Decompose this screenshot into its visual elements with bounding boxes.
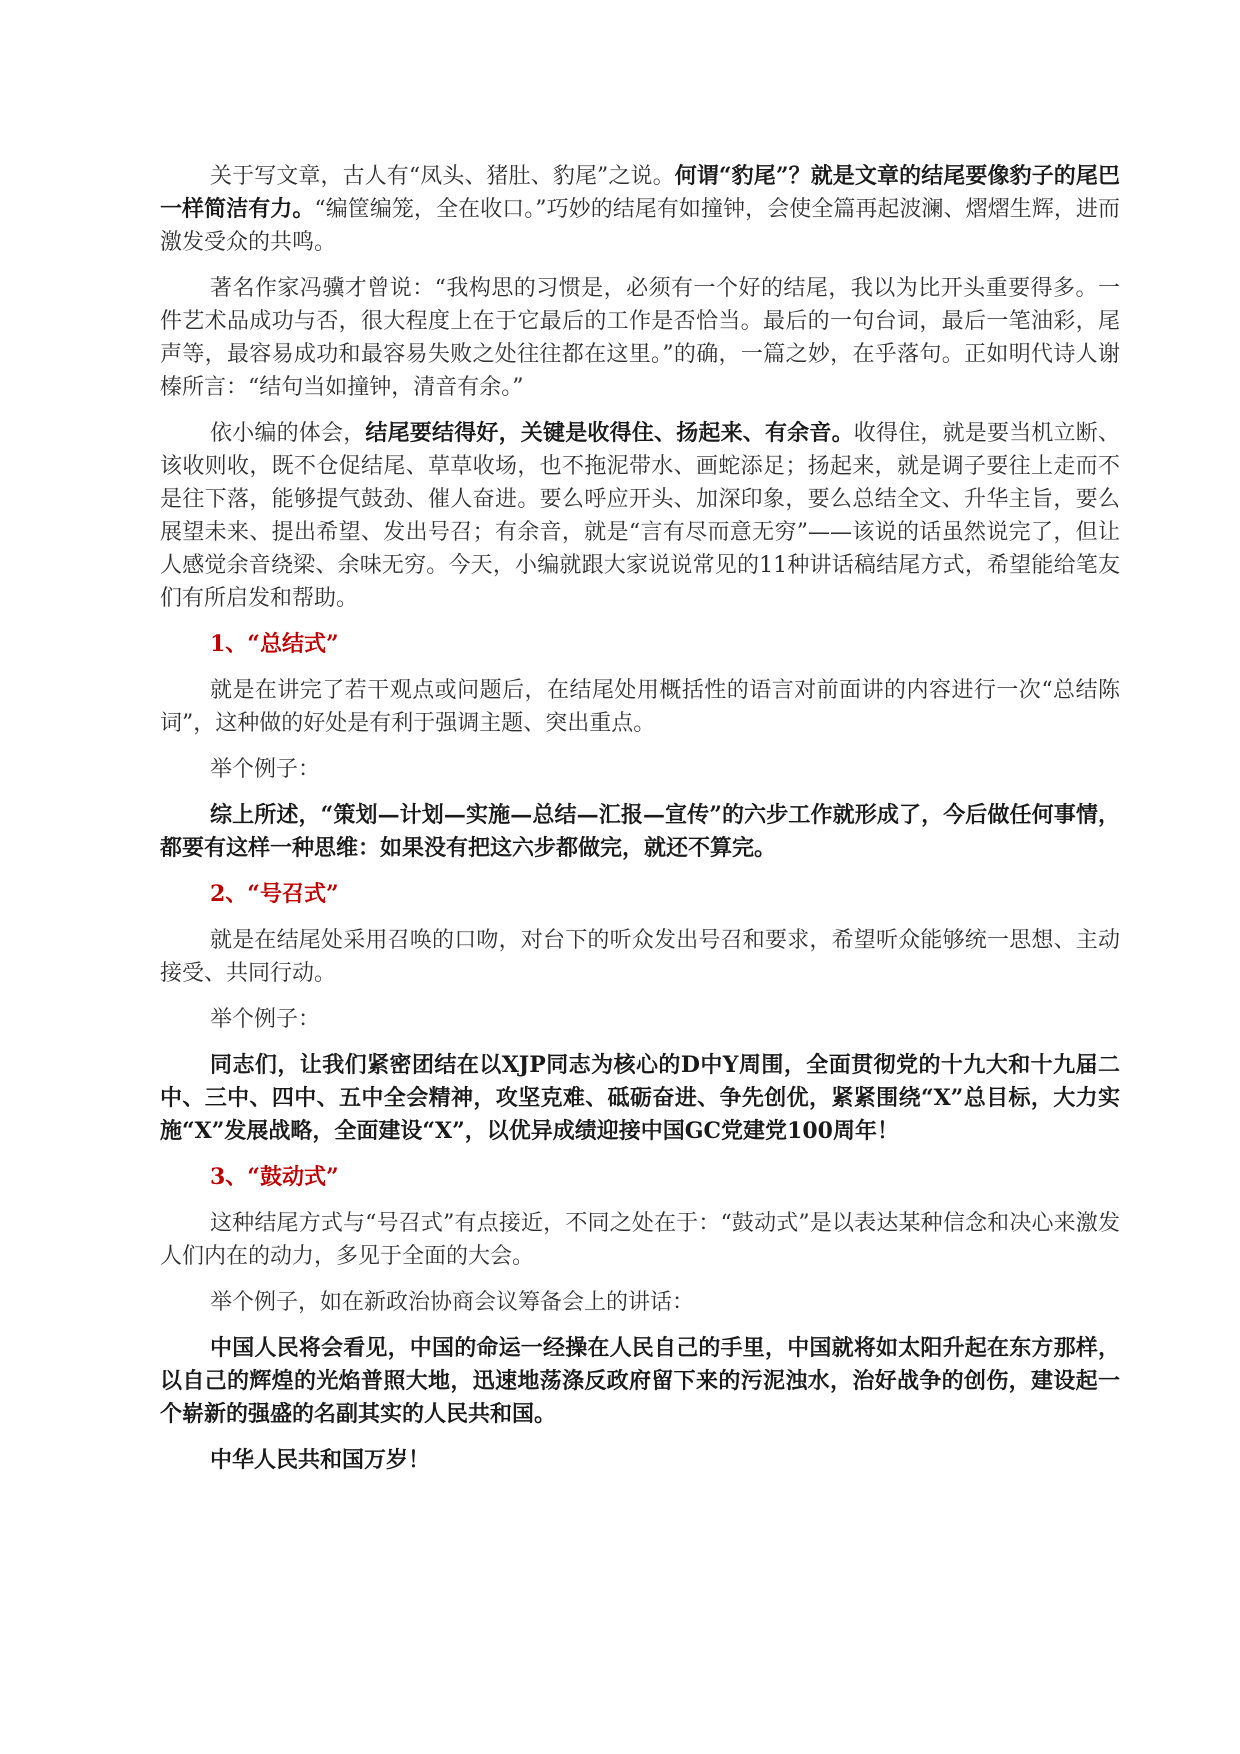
intro-text: 依小编的体会， bbox=[210, 421, 366, 446]
intro-text: “编筐编笼，全在收口。”巧妙的结尾有如撞钟，会使全篇再起波澜、熠熠生辉，进而激发受众的共鸣。 bbox=[160, 197, 1120, 255]
intro-paragraph-3 bbox=[160, 417, 1120, 615]
example-text: 同志们，让我们紧密团结在以XJP同志为核心的D中Y周围，全面贯彻党的十九大和十九届二中、三中、四中、五中全会精神，攻坚克难、砥砺奋进、争先创优，紧紧围绕“X”总目标，大力实施“X”发展战略，全面建设“X”，以优异成绩迎接中国GC党建党100周年！ bbox=[160, 1052, 1120, 1144]
intro-paragraph-1 bbox=[160, 160, 1120, 259]
example-closing: 中华人民共和国万岁！ bbox=[210, 1447, 431, 1473]
section-description: 这种结尾方式与“号召式”有点接近，不同之处在于：“鼓动式”是以表达某种信念和决心来激发人们内在的动力，多见于全面的大会。 bbox=[160, 1211, 1120, 1269]
example-text: 中国人民将会看见，中国的命运一经操在人民自己的手里，中国就将如太阳升起在东方那样，以自己的辉煌的光焰普照大地，迅速地荡涤反政府留下来的污泥浊水，治好战争的创伤，建设起一个崭新的强盛的名副其实的人民共和国。 bbox=[160, 1335, 1120, 1427]
intro-emphasis: 何谓“豹尾”？就是文章的结尾要像豹子的尾巴一样简洁有力。 bbox=[160, 163, 1121, 222]
section-heading: 2、“号召式” bbox=[210, 881, 339, 907]
intro-text: 收得住，就是要当机立断、该收则收，既不仓促结尾、草草收场，也不拖泥带水、画蛇添足；扬起来，就是调子要往上走而不是往下落，能够提气鼓劲、催人奋进。要么呼应开头、加深印象，要么总结全文、升华主旨，要么展望未来、提出希望、发出号召；有余音，就是“言有尽而意无穷”——该说的话虽然说完了，但让人感觉余音绕梁、余味无穷。今天，小编就跟大家说说常见的11种讲话稿结尾方式，希望能给笔友们有所启发和帮助。 bbox=[160, 421, 1120, 611]
example-label: 举个例子，如在新政治协商会议筹备会上的讲话： bbox=[210, 1290, 695, 1315]
section-heading: 1、“总结式” bbox=[210, 631, 339, 657]
document-page bbox=[160, 160, 1120, 1490]
section-description: 就是在讲完了若干观点或问题后，在结尾处用概括性的语言对前面讲的内容进行一次“总结陈词”，这种做的好处是有利于强调主题、突出重点。 bbox=[160, 678, 1120, 736]
example-text: 综上所述，“策划—计划—实施—总结—汇报—宣传”的六步工作就形成了，今后做任何事情，都要有这样一种思维：如果没有把这六步都做完，就还不算完。 bbox=[160, 802, 1120, 861]
intro-text: 关于写文章，古人有“凤头、猪肚、豹尾”之说。 bbox=[210, 164, 675, 189]
example-label: 举个例子： bbox=[210, 1007, 321, 1032]
section-heading: 3、“鼓动式” bbox=[210, 1164, 339, 1190]
example-label: 举个例子： bbox=[210, 757, 321, 782]
intro-paragraph-2: 著名作家冯骥才曾说：“我构思的习惯是，必须有一个好的结尾，我以为比开头重要得多。一件艺术品成功与否，很大程度上在于它最后的工作是否恰当。最后的一句台词，最后一笔油彩，尾声等，最容易成功和最容易失败之处往往都在这里。”的确，一篇之妙，在乎落句。正如明代诗人谢榛所言：“结句当如撞钟，清音有余。” bbox=[160, 276, 1120, 400]
intro-emphasis: 结尾要结得好，关键是收得住、扬起来、有余音。 bbox=[365, 420, 854, 446]
section-description: 就是在结尾处采用召唤的口吻，对台下的听众发出号召和要求，希望听众能够统一思想、主动接受、共同行动。 bbox=[160, 928, 1120, 986]
